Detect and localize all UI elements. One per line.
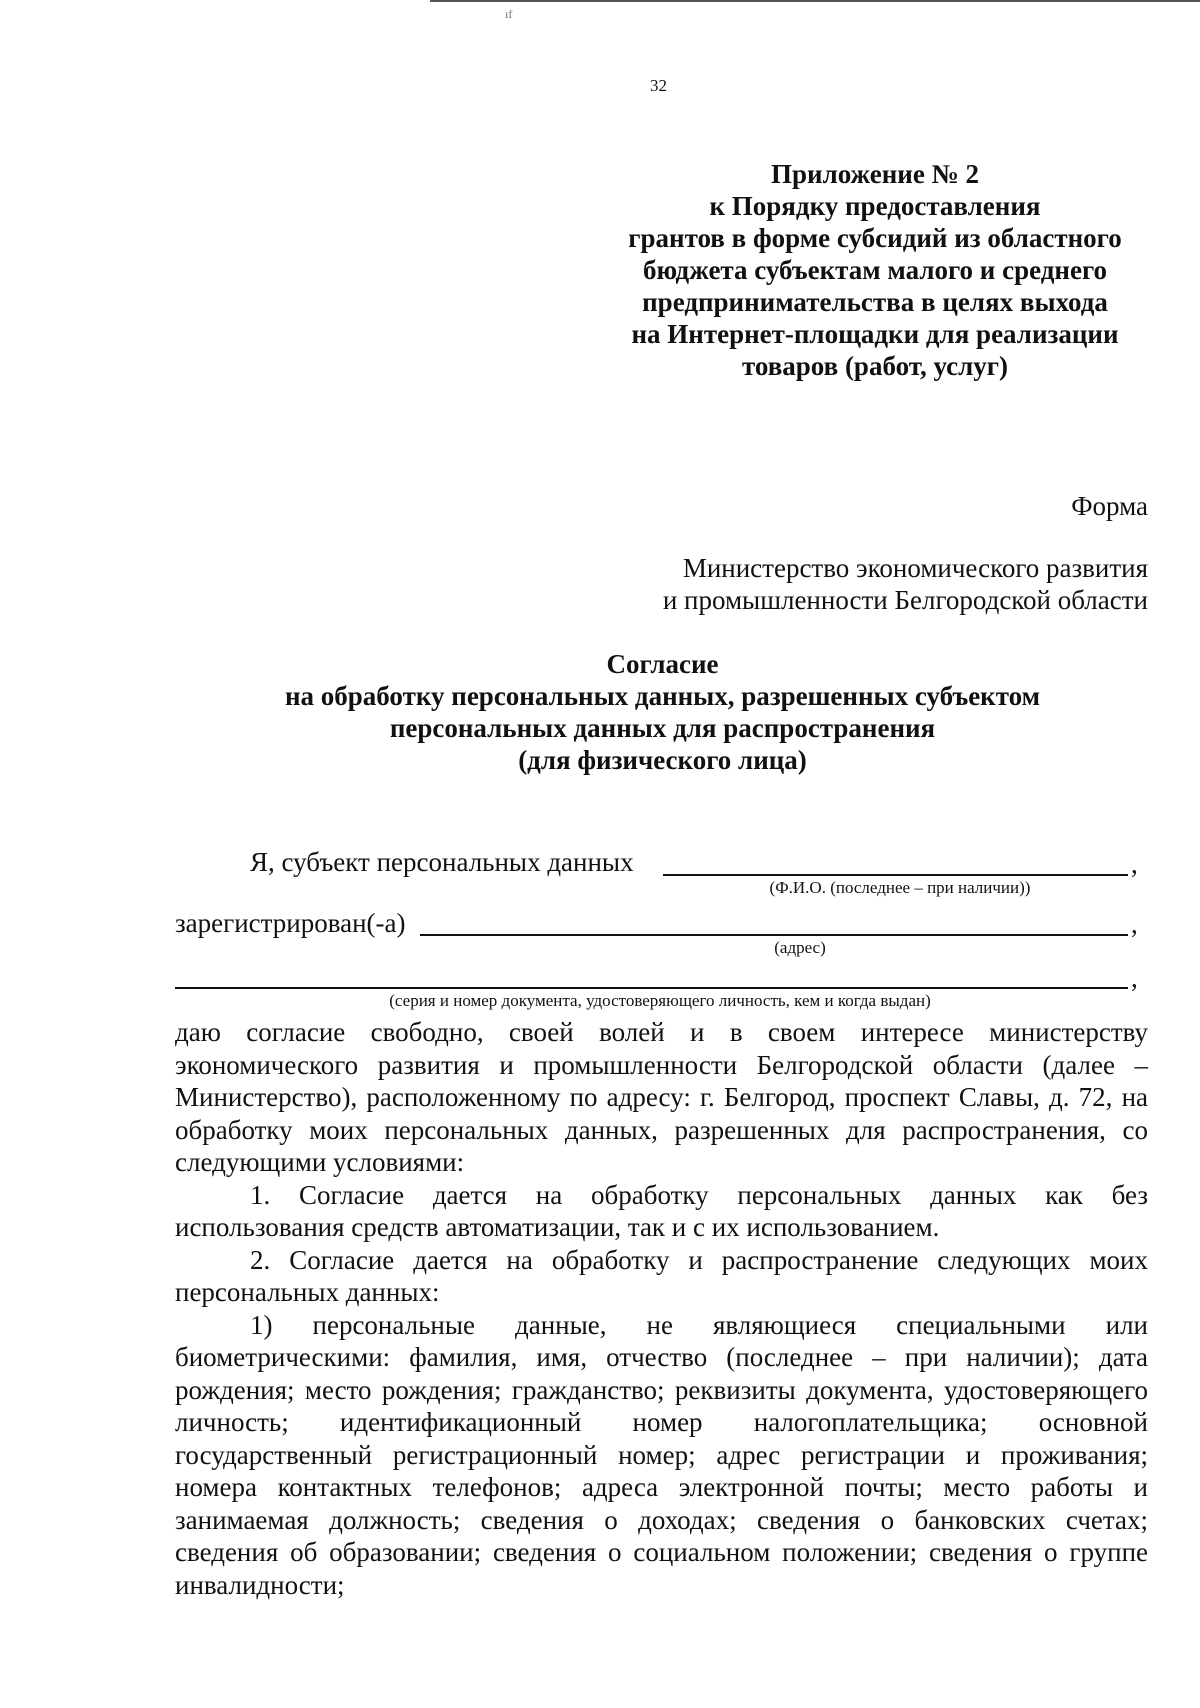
consent-intro-paragraph: даю согласие свободно, своей волей и в своем интересе министерству экономического развития и промышленности Белгородской области (далее – Министерство), расположенному по адресу: г. Белгород, проспект Славы, д. 72, на обработку моих персональных данных, разрешенных для распространения, со следующими условиями: [175, 1017, 1148, 1177]
addressee-line: и промышленности Белгородской области [662, 585, 1148, 615]
registered-label: зарегистрирован(-а) [175, 908, 406, 938]
document-line [175, 987, 1128, 989]
condition-1-paragraph: 1. Согласие дается на обработку персональных данных как без использования средств автоматизации, так и с их использованием. [175, 1179, 1148, 1242]
appendix-line: Приложение № 2 [771, 159, 979, 189]
addressee [560, 552, 1148, 616]
appendix-line: грантов в форме субсидий из областного [628, 223, 1122, 253]
subject-name-line [663, 874, 1128, 876]
comma: , [1131, 849, 1138, 879]
comma: , [1131, 963, 1138, 993]
condition-2-1-paragraph: 1) персональные данные, не являющиеся специальными или биометрическими: фамилия, имя, отчество (последнее – при наличии); дата рождения; место рождения; гражданство; реквизиты документа, удостоверяющего личность; идентификационный номер налогоплательщика; основной государственный регистрационный номер; адрес регистрации и проживания; номера контактных телефонов; адреса электронной почты; место работы и занимаемая должность; сведения о доходах; сведения о банковских счетах; сведения об образовании; сведения о социальном положении; сведения о группе инвалидности; [175, 1309, 1148, 1600]
title-line: на обработку персональных данных, разрешенных субъектом [284, 681, 1041, 711]
appendix-line: товаров (работ, услуг) [741, 351, 1009, 381]
appendix-line: к Порядку предоставления [709, 191, 1041, 221]
form-label: Форма [1071, 491, 1148, 521]
document-title [175, 648, 1150, 776]
subject-label: Я, субъект персональных данных [250, 847, 634, 877]
appendix-line: на Интернет-площадки для реализации [631, 319, 1119, 349]
title-line: персональных данных для распространения [389, 713, 936, 743]
page-number: 32 [650, 76, 667, 95]
address-line [420, 934, 1128, 936]
condition-2-paragraph: 2. Согласие дается на обработку и распространение следующих моих персональных данных: [175, 1244, 1148, 1307]
subject-name-hint: (Ф.И.О. (последнее – при наличии)) [769, 878, 1031, 897]
top-scan-border [430, 0, 1200, 2]
comma: , [1131, 909, 1138, 939]
title-line: (для физического лица) [518, 745, 807, 775]
title-line: Согласие [606, 649, 719, 679]
address-hint: (адрес) [774, 938, 826, 957]
scan-mark: ıf [505, 7, 513, 21]
consent-body [175, 1016, 1148, 1601]
appendix-heading [580, 158, 1170, 382]
addressee-line: Министерство экономического развития [682, 553, 1148, 583]
document-hint: (серия и номер документа, удостоверяющего личность, кем и когда выдан) [389, 991, 931, 1010]
appendix-line: предпринимательства в целях выхода [642, 287, 1108, 317]
appendix-line: бюджета субъектам малого и среднего [642, 255, 1108, 285]
